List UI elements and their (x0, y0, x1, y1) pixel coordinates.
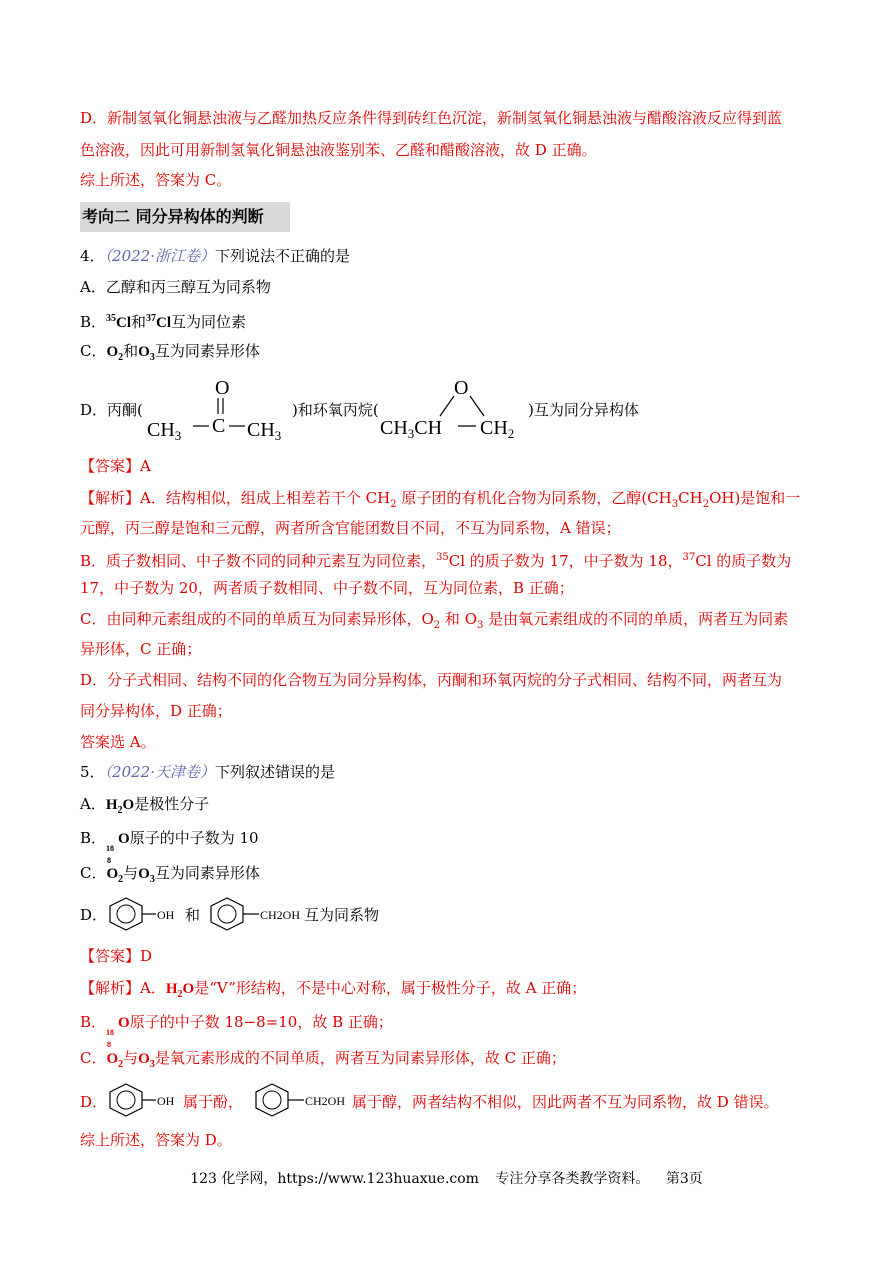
q4-number: 4． (80, 247, 105, 265)
acetone-c: C (212, 415, 226, 437)
acetone-o: O (215, 377, 230, 399)
epoxypropane-structure (378, 372, 538, 444)
q5-option-c: C．$O_2$与$O_3$互为同素异形体 (80, 864, 260, 885)
phenol-structure (104, 896, 184, 932)
q5-exp-a: 【解析】A．$H_2O$是“V”形结构，不是中心对称，属于极性分子，故 A 正确； (80, 979, 587, 1000)
q4-exp-a2: 元醇，丙三醇是饱和三元醇，两者所含官能团数目不同，不互为同系物，A 错误； (80, 519, 621, 537)
phenol-oh-2: OH (157, 1094, 175, 1108)
q4-option-d-mid: )和环氧丙烷( (292, 401, 379, 419)
acetone-ch3-right: $CH_3$ (247, 419, 282, 443)
option-d-text-line2: 色溶液，因此可用新制氢氧化铜悬浊液鉴别苯、乙醛和醋酸溶液，故 D 正确。 (80, 141, 597, 159)
q5-summary: 综上所述，答案为 D。 (80, 1131, 232, 1149)
q4-stem (80, 246, 350, 266)
section-heading: 考向二 同分异构体的判断 (80, 202, 290, 232)
q4-option-c: C．$O_2$和$O_3$互为同素异形体 (80, 342, 260, 363)
q5-option-d-mid: 和 (185, 906, 201, 924)
q5-exp-d-post: 属于醇，两者结构不相似，因此两者不互为同系物，故 D 错误。 (352, 1093, 779, 1111)
q5-exp-d-pre: D． (80, 1093, 108, 1111)
q4-option-d-post: )互为同分异构体 (528, 401, 639, 419)
epoxide-o: O (454, 377, 469, 399)
epoxide-ch3ch: $CH_3CH$ (380, 417, 443, 441)
q4-exp-b2: 17，中子数为 20，两者质子数相同、中子数不同，互为同位素，B 正确； (80, 579, 574, 597)
q4-question: 下列说法不正确的是 (215, 247, 351, 265)
q4-option-d-pre: D．丙酮( (80, 401, 143, 419)
phenol-structure-2 (104, 1082, 184, 1118)
q4-source: （2022·浙江卷） (104, 247, 215, 265)
q4-exp-b1: B．质子数相同、中子数不同的同种元素互为同位素，$^{35}$Cl 的质子数为 17，中子数为 18，$^{37}$Cl 的质子数为 (80, 552, 792, 570)
q4-summary: 答案选 A。 (80, 733, 156, 751)
option-d-text-line1: D．新制氢氧化铜悬浊液与乙醛加热反应条件得到砖红色沉淀，新制氢氧化铜悬浊液与醋酸溶液反应得到蓝 (80, 109, 783, 127)
phenol-oh: OH (157, 908, 175, 922)
benzyl-ch2oh: CH2OH (260, 908, 301, 922)
q4-exp-a1: 【解析】A．结构相似，组成上相差若干个 $CH_2$ 原子团的有机化合物为同系物，乙醇$(CH_3CH_2OH)$是饱和一 (80, 489, 801, 510)
q5-option-b: B． 18 8 O原子的中子数为 10 (80, 829, 259, 865)
summary-c: 综上所述，答案为 C。 (80, 171, 232, 189)
q5-option-a: A．$H_2O$是极性分子 (80, 795, 210, 816)
footer-slogan: 专注分享各类教学资料。 (495, 1171, 650, 1187)
benzyl-alcohol-structure (205, 896, 315, 932)
q4-exp-c2: 异形体，C 正确； (80, 640, 202, 658)
q5-option-d-post: 互为同系物 (304, 906, 380, 924)
benzyl-alcohol-structure-2 (250, 1082, 360, 1118)
q4-answer: 【答案】A (80, 457, 151, 475)
q5-option-d-pre: D． (80, 906, 108, 924)
footer-page-number: 第3页 (665, 1171, 703, 1187)
benzyl-ch2oh-2: CH2OH (305, 1094, 346, 1108)
q5-exp-c: C．$O_2$与$O_3$是氧元素形成的不同单质，两者互为同素异形体，故 C 正确； (80, 1049, 566, 1070)
acetone-ch3-left: $CH_3$ (147, 419, 182, 443)
q4-option-b: B．$^{35}$Cl和$^{37}$Cl互为同位素 (80, 313, 247, 331)
q4-exp-c1: C．由同种元素组成的不同的单质互为同素异形体，$O_2$ 和 $O_3$ 是由氧元素组成的不同的单质，两者互为同素 (80, 610, 789, 631)
q5-stem: 5．（2022·天津卷）下列叙述错误的是 (80, 763, 336, 781)
q5-answer: 【答案】D (80, 947, 153, 965)
q5-exp-d-mid: 属于酚， (183, 1093, 244, 1111)
q4-option-a: A．乙醇和丙三醇互为同系物 (80, 278, 271, 296)
q4-exp-d1: D．分子式相同、结构不同的化合物互为同分异构体，丙酮和环氧丙烷的分子式相同、结构不同，两者互为 (80, 671, 783, 689)
acetone-structure (145, 372, 295, 444)
epoxide-ch2: $CH_2$ (480, 417, 515, 441)
q5-exp-b: B． 18 8 O原子的中子数 18−8=10，故 B 正确； (80, 1013, 393, 1049)
q4-exp-d2: 同分异构体，D 正确； (80, 702, 232, 720)
page-footer (0, 1168, 893, 1188)
footer-site[interactable]: 123 化学网，https://www.123huaxue.com (190, 1171, 479, 1187)
